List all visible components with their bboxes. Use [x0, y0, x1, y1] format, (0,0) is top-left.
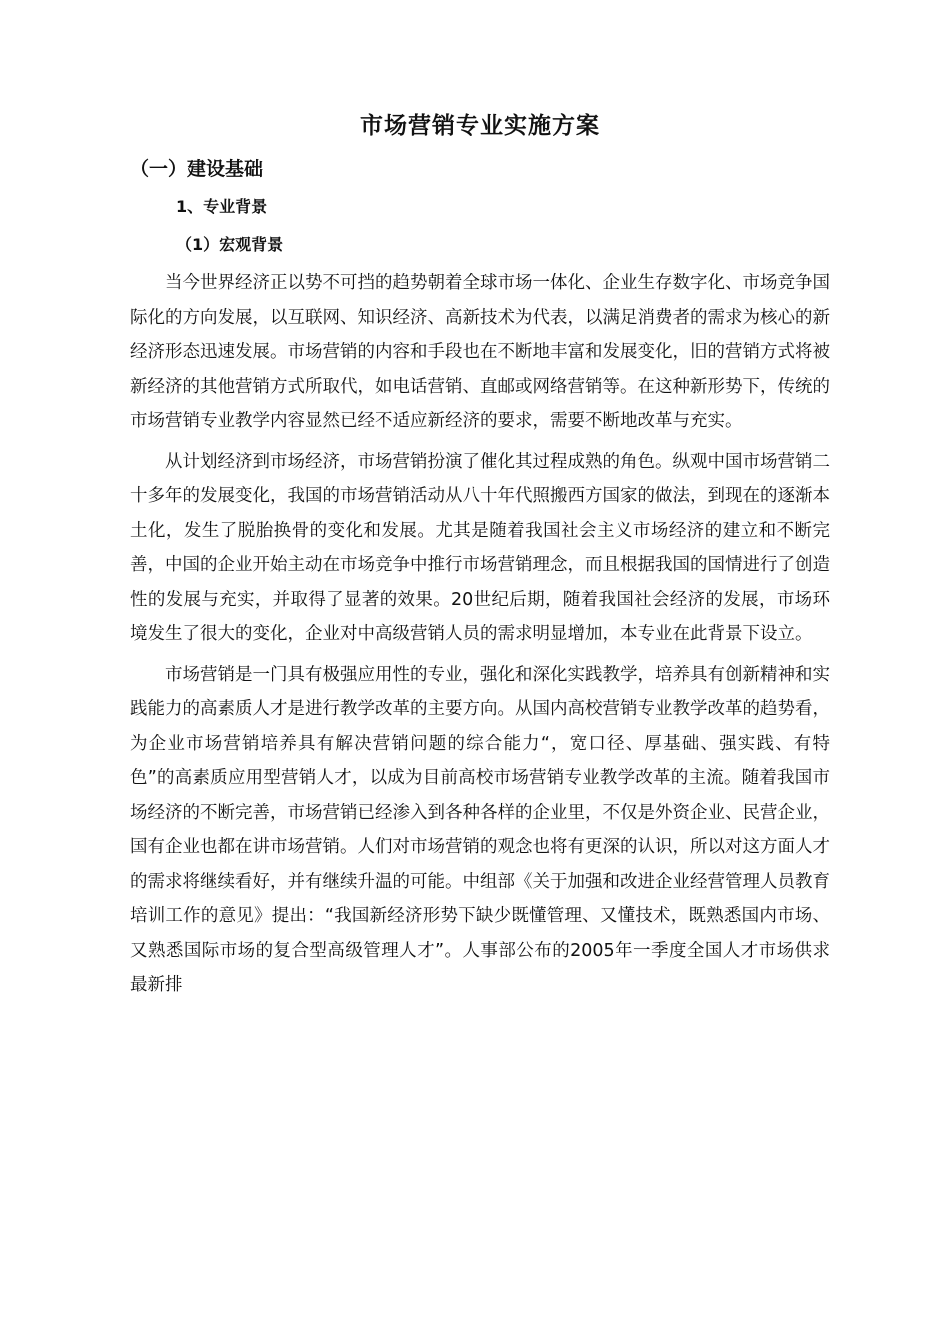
section-heading: （一）建设基础: [130, 158, 264, 180]
document-title: 市场营销专业实施方案: [360, 113, 600, 139]
body-paragraph-1: 当今世界经济正以势不可挡的趋势朝着全球市场一体化、企业生存数字化、市场竞争国际化的方向发展，以互联网、知识经济、高新技术为代表，以满足消费者的需求为核心的新经济形态迅速发展。市场营销的内容和手段也在不断地丰富和发展变化，旧的营销方式将被新经济的其他营销方式所取代，如电话营销、直邮或网络营销等。在这种新形势下，传统的市场营销专业教学内容显然已经不适应新经济的要求，需要不断地改革与充实。: [130, 273, 830, 431]
subsection-heading: 1、专业背景: [176, 197, 268, 216]
document-page: [130, 106, 830, 1003]
subsubsection-heading: （1）宏观背景: [176, 235, 284, 254]
body-paragraph-3: 市场营销是一门具有极强应用性的专业，强化和深化实践教学，培养具有创新精神和实践能力的高素质人才是进行教学改革的主要方向。从国内高校营销专业教学改革的趋势看，为企业市场营销培养具有解决营销问题的综合能力“，宽口径、厚基础、强实践、有特色”的高素质应用型营销人才，以成为目前高校市场营销专业教学改革的主流。随着我国市场经济的不断完善，市场营销已经渗入到各种各样的企业里，不仅是外资企业、民营企业，国有企业也都在讲市场营销。人们对市场营销的观念也将有更深的认识，所以对这方面人才的需求将继续看好，并有继续升温的可能。中组部《关于加强和改进企业经营管理人员教育培训工作的意见》提出：“我国新经济形势下缺少既懂管理、又懂技术，既熟悉国内市场、又熟悉国际市场的复合型高级管理人才”。人事部公布的2005年一季度全国人才市场供求最新排: [130, 664, 830, 995]
body-paragraph-2: 从计划经济到市场经济，市场营销扮演了催化其过程成熟的角色。纵观中国市场营销二十多年的发展变化，我国的市场营销活动从八十年代照搬西方国家的做法，到现在的逐渐本土化，发生了脱胎换骨的变化和发展。尤其是随着我国社会主义市场经济的建立和不断完善，中国的企业开始主动在市场竞争中推行市场营销理念，而且根据我国的国情进行了创造性的发展与充实，并取得了显著的效果。20世纪后期，随着我国社会经济的发展，市场环境发生了很大的变化，企业对中高级营销人员的需求明显增加，本专业在此背景下设立。: [130, 451, 830, 644]
